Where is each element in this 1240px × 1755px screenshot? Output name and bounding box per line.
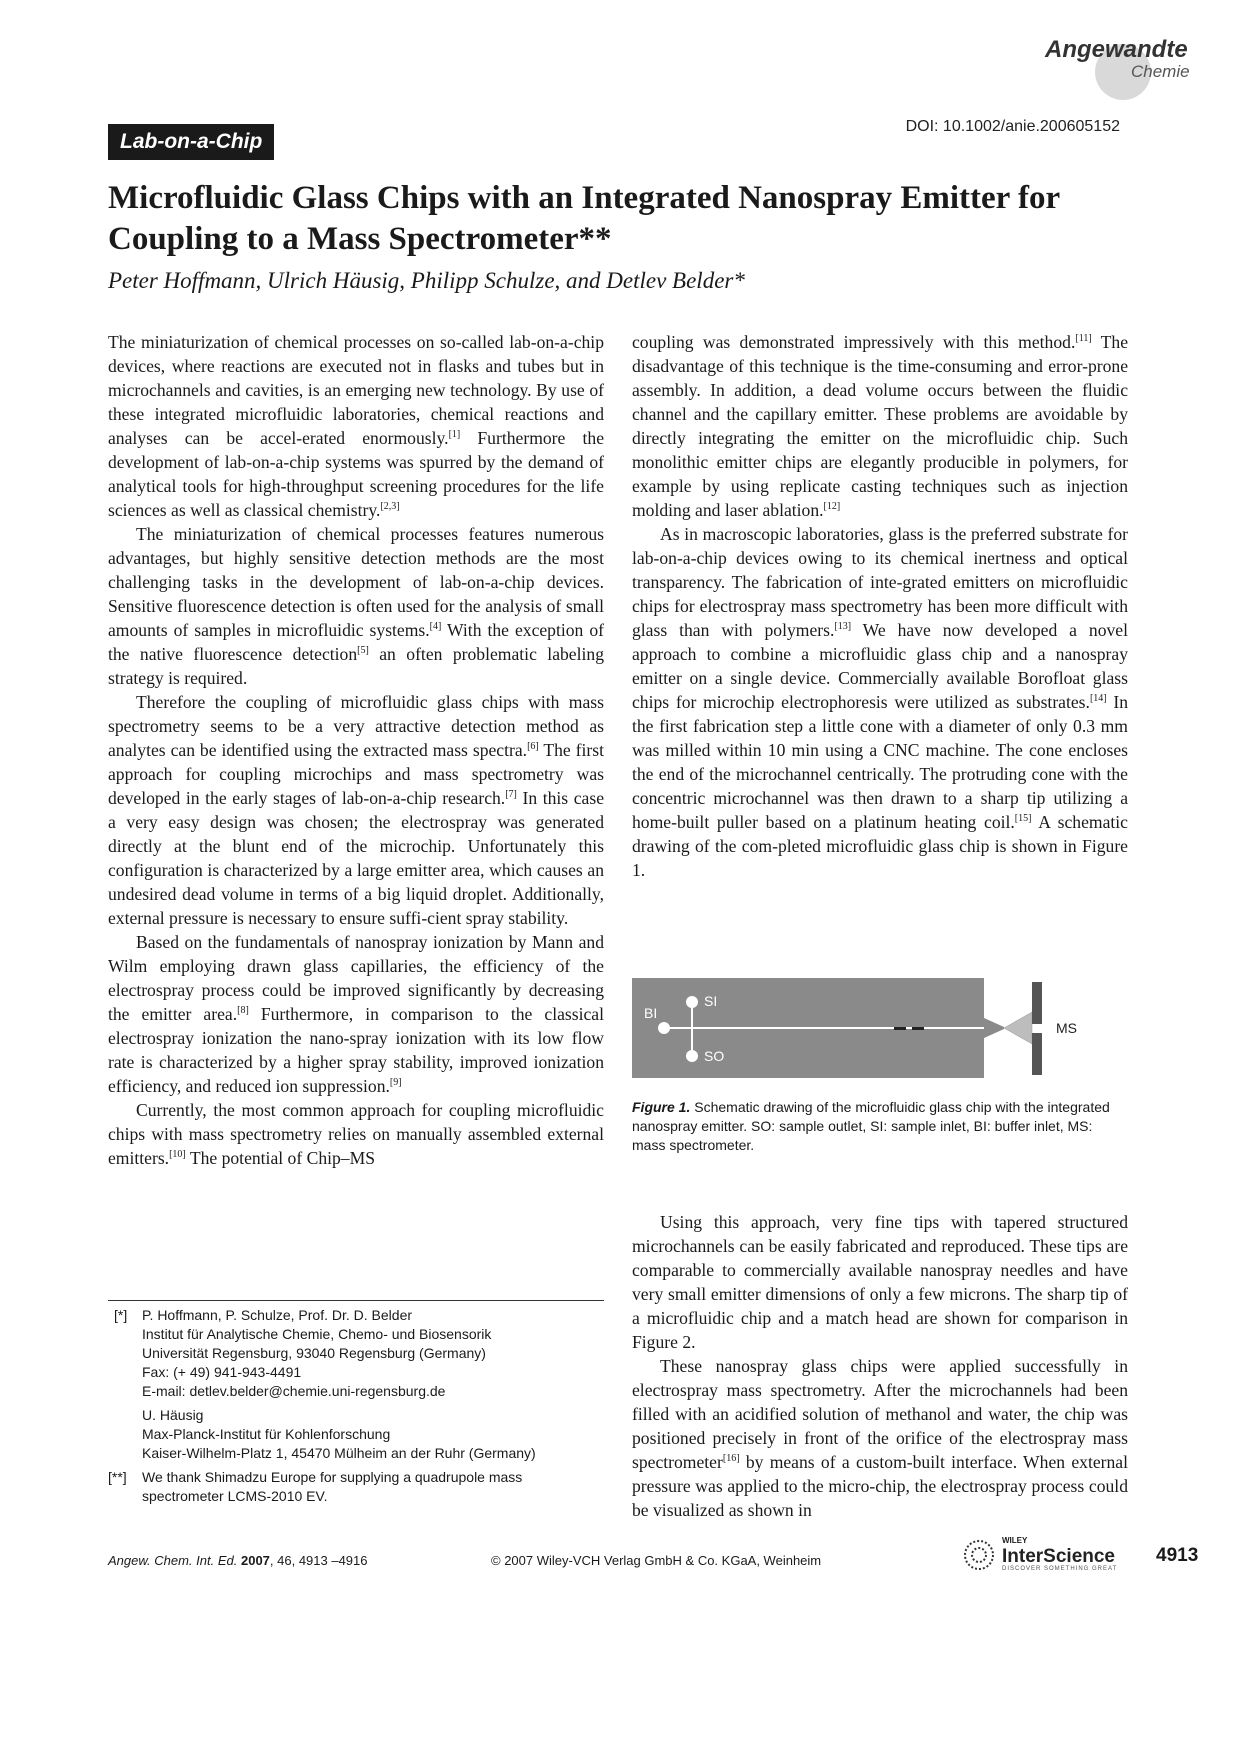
page-number: 4913 — [1156, 1545, 1199, 1566]
brand-small: WILEY — [1002, 1536, 1028, 1545]
body-left-column — [108, 330, 604, 1170]
spray-plume — [1004, 1012, 1032, 1044]
footnote-affiliation-2 — [108, 1406, 608, 1463]
doi[interactable]: DOI: 10.1002/anie.200605152 — [905, 118, 1120, 135]
citation[interactable]: [8] — [237, 1005, 249, 1017]
label-si: SI — [704, 993, 718, 1009]
citation[interactable]: [14] — [1089, 693, 1107, 705]
citation-footer — [108, 1553, 368, 1568]
citation[interactable]: [13] — [834, 621, 852, 633]
footnote-email[interactable]: E-mail: detlev.belder@chemie.uni-regensburg.de — [142, 1383, 446, 1399]
paragraph: The miniaturization of chemical processes features numerous advantages, but highly sensitive detection methods are the most challenging tasks in the development of lab-on-a-chip devices. Sensitive fluorescence detection is often used for the analysis of small amounts of samples in microfluidic systems.[4] With the exception of the native fluorescence detection[5] an often problematic labeling strategy is required. — [108, 524, 604, 688]
chip-schematic — [632, 978, 1128, 1088]
journal-volume-pages: , 46, 4913 –4916 — [269, 1553, 368, 1568]
footnote-mark: [*] — [114, 1307, 128, 1323]
footnote-line: Max-Planck-Institut für Kohlenforschung — [142, 1426, 391, 1442]
citation[interactable]: [7] — [505, 789, 517, 801]
label-bi: BI — [644, 1005, 658, 1021]
logo-sub-text: Chemie — [1131, 62, 1190, 81]
globe-icon — [962, 1538, 996, 1572]
citation[interactable]: [9] — [389, 1077, 402, 1089]
footnote-line: Universität Regensburg, 93040 Regensburg (Germany) — [142, 1345, 486, 1361]
citation[interactable]: [11] — [1075, 333, 1092, 345]
paragraph: These nanospray glass chips were applied successfully in electrospray mass spectrometry. After the microchannels had been filled with an acidified solution of methanol and water, the chip was positioned precisely in front of the orifice of the electrospray mass spectrometer[16] by means of a custom-built interface. When external pressure was applied to the micro-chip, the electrospray process could be visualized as shown in — [632, 1356, 1128, 1520]
emitter-tip — [984, 1018, 1004, 1038]
figure-caption-text: Schematic drawing of the microfluidic glass chip with the integrated nanospray emitter. SO: sample outlet, SI: sample inlet, BI: buffer inlet, MS: mass spectrometer. — [632, 1099, 1110, 1153]
sample-outlet-reservoir — [686, 1050, 698, 1062]
footnote-affiliations — [108, 1306, 608, 1401]
footnote-line: spectrometer LCMS-2010 EV. — [142, 1488, 328, 1504]
paragraph: Using this approach, very fine tips with tapered structured microchannels can be easily fabricated and reproduced. These tips are comparable to commercially available nanospray needles and have very small emitter dimensions of only a few microns. The sharp tip of a microfluidic chip and a match head are shown for comparison in Figure 2. — [632, 1212, 1128, 1352]
citation[interactable]: [10] — [169, 1149, 186, 1161]
brand-name: InterScience — [1002, 1546, 1115, 1567]
citation[interactable]: [15] — [1014, 813, 1032, 825]
copyright: © 2007 Wiley-VCH Verlag GmbH & Co. KGaA, Weinheim — [491, 1553, 822, 1568]
paragraph: Therefore the coupling of microfluidic glass chips with mass spectrometry seems to be a very attractive detection method as analytes can be identified using the extracted mass spectra.[6] The first approach for coupling microchips and mass spectrometry was developed in the early stages of lab-on-a-chip research.[7] In this case a very easy design was chosen; the electrospray was generated directly at the blunt end of the microchip. Unfortunately this configuration is characterized by a large emitter area, which causes an undesired dead volume in terms of a big liquid droplet. Additionally, external pressure is necessary to ensure suffi-cient spray stability. — [108, 692, 605, 928]
citation[interactable]: [4] — [429, 621, 442, 633]
brand-tagline: DISCOVER SOMETHING GREAT — [1002, 1566, 1118, 1572]
footnote-line: Institut für Analytische Chemie, Chemo- und Biosensorik — [142, 1326, 492, 1342]
paragraph: Based on the fundamentals of nanospray ionization by Mann and Wilm employing drawn glass capillaries, the efficiency of the electrospray process could be improved significantly by decreasing the emitter area.[8] Furthermore, in comparison to the classical electrospray ionization the nano-spray ionization with its low flow rate is characterized by a higher spray stability, improved ionization efficiency, and reduced ion suppression.[9] — [108, 932, 604, 1096]
citation[interactable]: [16] — [722, 1453, 740, 1465]
journal-logo — [1045, 34, 1205, 94]
citation[interactable]: [5] — [357, 645, 369, 657]
footnote-line: P. Hoffmann, P. Schulze, Prof. Dr. D. Belder — [142, 1307, 413, 1323]
ms-plate-upper — [1032, 982, 1042, 1024]
article-title — [108, 178, 1138, 260]
title-line-2: Coupling to a Mass Spectrometer** — [108, 221, 612, 257]
figure-caption — [632, 1098, 1128, 1155]
footnotes — [108, 1306, 608, 1511]
citation[interactable]: [6] — [527, 741, 539, 753]
ms-plate-lower — [1032, 1033, 1042, 1075]
paragraph: As in macroscopic laboratories, glass is the preferred substrate for lab-on-a-chip devices owing to its chemical inertness and optical transparency. The fabrication of inte-grated emitters on microfluidic chips for electrospray mass spectrometry has been more difficult with glass than with polymers.[13] We have now developed a novel approach to combine a microfluidic glass chip and a nanospray emitter on a single device. Commercially available Borofloat glass chips for microchip electrophoresis were utilized as substrates.[14] In the first fabrication step a little cone with a diameter of only 0.3 mm was milled within 10 min using a CNC machine. The cone encloses the end of the microchannel centrically. The protruding cone with the concentric microchannel was then drawn to a sharp tip utilizing a home-built puller based on a platinum heating coil.[15] A schematic drawing of the com-pleted microfluidic glass chip is shown in Figure 1. — [632, 524, 1128, 880]
authors: Peter Hoffmann, Ulrich Häusig, Philipp Schulze, and Detlev Belder* — [108, 268, 745, 293]
body-right-column-bottom — [632, 1210, 1128, 1522]
figure-caption-label: Figure 1. — [632, 1099, 691, 1115]
channel-mark — [894, 1027, 906, 1030]
footnote-line: Fax: (+ 49) 941-943-4491 — [142, 1364, 302, 1380]
figure-1 — [632, 978, 1128, 1155]
footnote-line: Kaiser-Wilhelm-Platz 1, 45470 Mülheim an der Ruhr (Germany) — [142, 1445, 536, 1461]
footnote-line: U. Häusig — [142, 1407, 204, 1423]
footnote-divider — [108, 1300, 604, 1301]
journal-name: Angew. Chem. Int. Ed. — [108, 1553, 238, 1568]
citation[interactable]: [12] — [823, 501, 841, 513]
citation[interactable]: [2,3] — [380, 501, 400, 513]
buffer-inlet-reservoir — [658, 1022, 670, 1034]
logo-main-text: Angewandte — [1045, 36, 1188, 63]
sample-inlet-reservoir — [686, 996, 698, 1008]
paragraph: Currently, the most common approach for coupling microfluidic chips with mass spectrometry relies on manually assembled external emitters.[10] The potential of Chip–MS — [108, 1100, 604, 1168]
interscience-logo[interactable] — [962, 1536, 1152, 1576]
title-line-1: Microfluidic Glass Chips with an Integrated Nanospray Emitter for — [108, 180, 1061, 216]
paragraph: The miniaturization of chemical processes on so-called lab-on-a-chip devices, where reactions are executed not in flasks and tubes but in microchannels and cavities, is an emerging new technology. By use of these integrated microfluidic laboratories, chemical reactions and analyses can be accel-erated enormously.[1] Furthermore the development of lab-on-a-chip systems was spurred by the demand of analytical tools for high-throughput screening procedures for the life sciences as well as classical chemistry.[2,3] — [108, 332, 604, 520]
label-ms: MS — [1056, 1020, 1077, 1036]
body-right-column-top — [632, 330, 1128, 882]
footnote-mark: [**] — [108, 1469, 127, 1485]
citation[interactable]: [1] — [448, 429, 461, 441]
footnote-acknowledgment — [108, 1468, 608, 1506]
journal-year: 2007 — [240, 1553, 270, 1568]
paragraph: coupling was demonstrated impressively with this method.[11] The disadvantage of this technique is the time-consuming and error-prone assembly. In addition, a dead volume occurs between the fluidic channel and the capillary emitter. These problems are avoidable by directly integrating the emitter on the microfluidic chip. Such monolithic emitter chips are elegantly producible in polymers, for example by using replicate casting techniques such as injection molding and laser ablation.[12] — [632, 332, 1129, 520]
footnote-line: We thank Shimadzu Europe for supplying a quadrupole mass — [142, 1469, 523, 1485]
section-tag: Lab-on-a-Chip — [108, 124, 274, 160]
label-so: SO — [704, 1048, 725, 1064]
channel-mark — [912, 1027, 924, 1030]
